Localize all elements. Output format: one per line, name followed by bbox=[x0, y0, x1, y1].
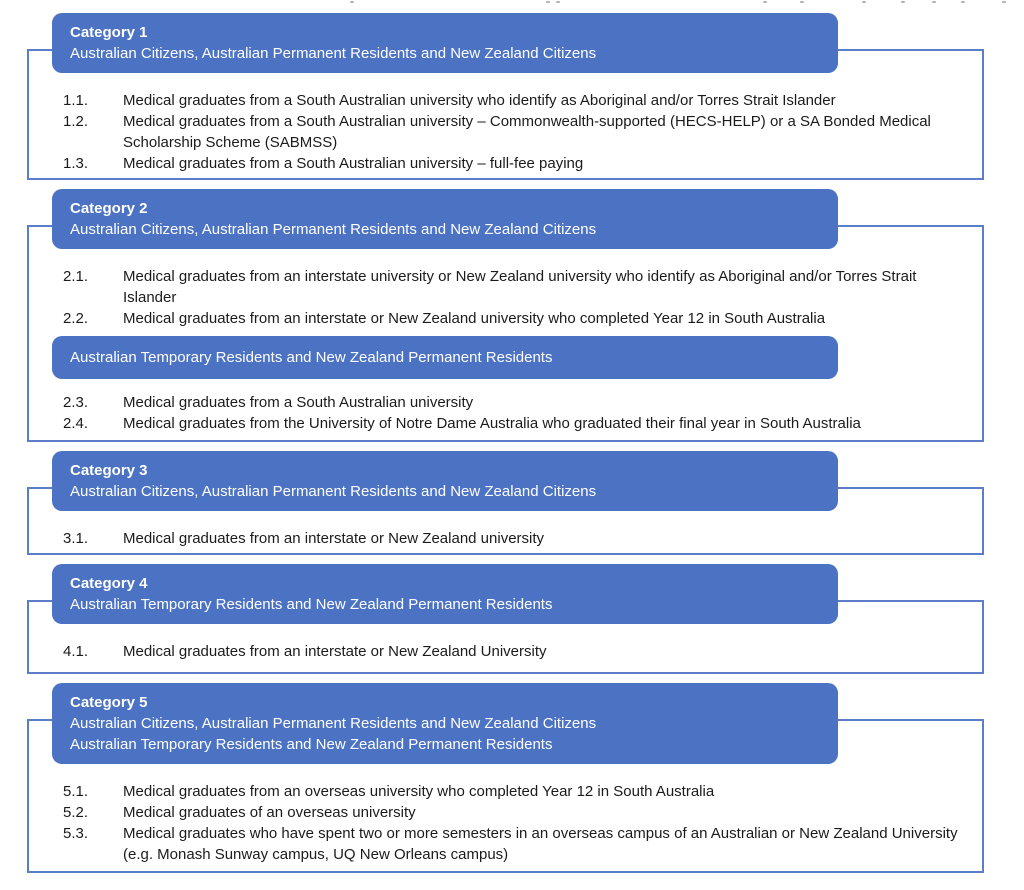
item-text: Medical graduates from the University of Notre Dame Australia who graduated their final year in South Australia bbox=[123, 415, 861, 432]
list-item bbox=[63, 823, 958, 865]
list-item bbox=[63, 528, 958, 549]
item-number: 1.2. bbox=[63, 113, 89, 130]
item-number: 5.2. bbox=[63, 804, 89, 821]
list-item bbox=[63, 90, 958, 111]
item-text: Medical graduates from an interstate or New Zealand university bbox=[123, 530, 545, 547]
item-number: 3.1. bbox=[63, 530, 89, 547]
category-1-section bbox=[0, 13, 1024, 180]
category-3-section bbox=[0, 451, 1024, 555]
list-item bbox=[63, 413, 958, 434]
category-5-subtitle: Australian Citizens, Australian Permanent Residents and New Zealand Citizens bbox=[70, 715, 597, 732]
item-text: Medical graduates from a South Australian university who identify as Aboriginal and/or Torres Strait Islander bbox=[123, 92, 836, 109]
item-text: Medical graduates from an interstate university or New Zealand university who identify as Aboriginal and/or Torres Strait Islander bbox=[123, 268, 917, 306]
item-number: 2.3. bbox=[63, 394, 89, 411]
category-4-subtitle: Australian Temporary Residents and New Zealand Permanent Residents bbox=[70, 596, 553, 613]
item-number: 2.4. bbox=[63, 415, 89, 432]
category-2-header bbox=[52, 189, 838, 249]
category-1-subtitle: Australian Citizens, Australian Permanent Residents and New Zealand Citizens bbox=[70, 45, 597, 62]
category-2-subheader: Australian Temporary Residents and New Zealand Permanent Residents bbox=[52, 336, 838, 379]
category-1-header bbox=[52, 13, 838, 73]
cropped-text-artifact bbox=[0, 0, 1024, 5]
item-number: 1.3. bbox=[63, 155, 89, 172]
item-text: Medical graduates from a South Australian university bbox=[123, 394, 474, 411]
category-2-body bbox=[27, 225, 984, 442]
category-1-title: Category 1 bbox=[70, 24, 148, 41]
list-item bbox=[63, 266, 958, 308]
category-3-subtitle: Australian Citizens, Australian Permanent Residents and New Zealand Citizens bbox=[70, 483, 597, 500]
item-text: Medical graduates from an overseas university who completed Year 12 in South Australia bbox=[123, 783, 715, 800]
list-item bbox=[63, 802, 958, 823]
category-4-title: Category 4 bbox=[70, 575, 148, 592]
list-item bbox=[63, 641, 958, 662]
item-text: Medical graduates from a South Australian university – full-fee paying bbox=[123, 155, 584, 172]
category-2-subtitle: Australian Citizens, Australian Permanent Residents and New Zealand Citizens bbox=[70, 221, 597, 238]
item-text: Medical graduates of an overseas university bbox=[123, 804, 416, 821]
list-item bbox=[63, 111, 958, 153]
list-item bbox=[63, 781, 958, 802]
item-text: Medical graduates from an interstate or New Zealand University bbox=[123, 643, 547, 660]
category-3-header bbox=[52, 451, 838, 511]
item-number: 5.1. bbox=[63, 783, 89, 800]
category-5-title: Category 5 bbox=[70, 694, 148, 711]
item-number: 5.3. bbox=[63, 825, 89, 842]
category-3-title: Category 3 bbox=[70, 462, 148, 479]
item-number: 2.1. bbox=[63, 268, 89, 285]
category-2-section bbox=[0, 189, 1024, 442]
item-number: 2.2. bbox=[63, 310, 89, 327]
item-text: Medical graduates from an interstate or New Zealand university who completed Year 12 in South Australia bbox=[123, 310, 826, 327]
category-5-subtitle-2: Australian Temporary Residents and New Zealand Permanent Residents bbox=[70, 736, 553, 753]
category-2-title: Category 2 bbox=[70, 200, 148, 217]
category-5-section bbox=[0, 683, 1024, 873]
list-item bbox=[63, 153, 958, 174]
item-number: 1.1. bbox=[63, 92, 89, 109]
item-text: Medical graduates who have spent two or more semesters in an overseas campus of an Australian or New Zealand University (e.g. Monash Sunway campus, UQ New Orleans campus) bbox=[123, 825, 958, 863]
category-4-header bbox=[52, 564, 838, 624]
list-item bbox=[63, 392, 958, 413]
category-5-header bbox=[52, 683, 838, 764]
category-4-section bbox=[0, 564, 1024, 674]
item-text: Medical graduates from a South Australian university – Commonwealth-supported (HECS-HELP) or a SA Bonded Medical Scholarship Scheme (SABMSS) bbox=[123, 113, 931, 151]
item-number: 4.1. bbox=[63, 643, 89, 660]
list-item bbox=[63, 308, 958, 329]
